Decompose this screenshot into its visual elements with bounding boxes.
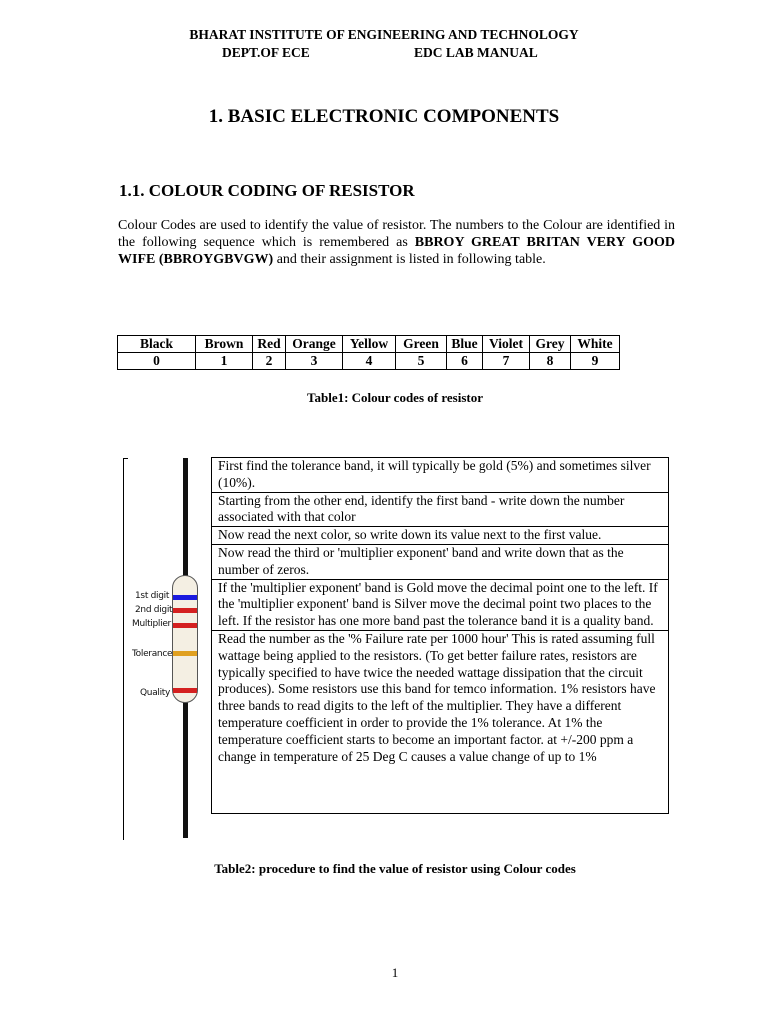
intro-text-before: Colour Codes are used to identify the value of resistor. The numbers to the Colour are identified in the following sequence which is remembered as (118, 218, 675, 250)
procedure-row (212, 630, 669, 813)
colour-cell: Brown (196, 336, 253, 353)
figure-frame-left (123, 458, 124, 840)
procedure-step: Now read the next color, so write down its value next to the first value. (212, 527, 669, 545)
multiplier-label: Multiplier (132, 619, 171, 629)
mnemonic: BBROY GREAT BRITAN VERY GOOD WIFE (BBROYGBVGW) (118, 235, 675, 267)
colour-cell: Black (118, 336, 196, 353)
intro-text-after: and their assignment is listed in following table. (273, 252, 546, 267)
department-label: DEPT.OF ECE (222, 45, 310, 60)
tolerance-band (173, 651, 197, 656)
colour-names-row (118, 336, 620, 353)
procedure-row (212, 579, 669, 630)
intro-paragraph (118, 217, 675, 268)
colour-cell: Violet (483, 336, 530, 353)
value-cell: 2 (253, 353, 286, 370)
second-digit-band (173, 608, 197, 613)
value-cell: 4 (343, 353, 396, 370)
colour-cell: Yellow (343, 336, 396, 353)
colour-cell: Red (253, 336, 286, 353)
manual-label: EDC LAB MANUAL (414, 45, 538, 60)
colour-cell: White (571, 336, 620, 353)
procedure-table (211, 457, 669, 814)
colour-cell: Orange (286, 336, 343, 353)
resistor-figure (123, 456, 211, 840)
procedure-step: Now read the third or 'multiplier exponent' band and write down that as the number of zeros. (212, 544, 669, 579)
chapter-title: 1. BASIC ELECTRONIC COMPONENTS (208, 106, 560, 127)
table2-caption: Table2: procedure to find the value of resistor using Colour codes (214, 861, 576, 876)
quality-band (173, 688, 197, 693)
value-cell: 6 (447, 353, 483, 370)
value-cell: 1 (196, 353, 253, 370)
institute-name: BHARAT INSTITUTE OF ENGINEERING AND TECHNOLOGY (189, 27, 579, 42)
procedure-row (212, 458, 669, 493)
value-cell: 3 (286, 353, 343, 370)
procedure-step: Read the number as the '% Failure rate per 1000 hour' This is rated assuming full wattage being applied to the resistors. (To get better failure rates, resistors are typically specified to have twice the needed wattage dissipation that the circuit produces). Some resistors use this band for temco information. 1% resistors have three bands to read digits to the left of the multiplier. They have a different temperature coefficient in order to provide the 1% tolerance. At 1% the temperature coefficient starts to become an important factor. at +/-200 ppm a change in temperature of 25 Deg C causes a value change of up to 1% (212, 630, 669, 813)
section-title: 1.1. COLOUR CODING OF RESISTOR (119, 181, 415, 200)
value-cell: 0 (118, 353, 196, 370)
table1-caption: Table1: Colour codes of resistor (307, 390, 483, 405)
procedure-step: First find the tolerance band, it will typically be gold (5%) and sometimes silver (10%). (212, 458, 669, 493)
colour-values-row (118, 353, 620, 370)
procedure-step: Starting from the other end, identify the first band - write down the number associated with that color (212, 492, 669, 527)
procedure-row (212, 492, 669, 527)
first-digit-label: 1st digit (135, 591, 170, 601)
tolerance-label: Tolerance (132, 649, 173, 659)
value-cell: 8 (530, 353, 571, 370)
value-cell: 9 (571, 353, 620, 370)
quality-label: Quality (140, 688, 171, 698)
procedure-row (212, 544, 669, 579)
page-number: 1 (391, 965, 399, 980)
second-digit-label: 2nd digit (135, 605, 173, 615)
colour-cell: Blue (447, 336, 483, 353)
procedure-row (212, 527, 669, 545)
multiplier-band (173, 623, 197, 628)
procedure-step: If the 'multiplier exponent' band is Gold move the decimal point one to the left. If the 'multiplier exponent' band is Silver move the decimal point two places to the left. If the resistor has one more band past the tolerance band it is a quality band. (212, 579, 669, 630)
colour-codes-table (117, 335, 620, 370)
colour-cell: Green (396, 336, 447, 353)
value-cell: 7 (483, 353, 530, 370)
value-cell: 5 (396, 353, 447, 370)
first-digit-band (173, 595, 197, 600)
colour-cell: Grey (530, 336, 571, 353)
